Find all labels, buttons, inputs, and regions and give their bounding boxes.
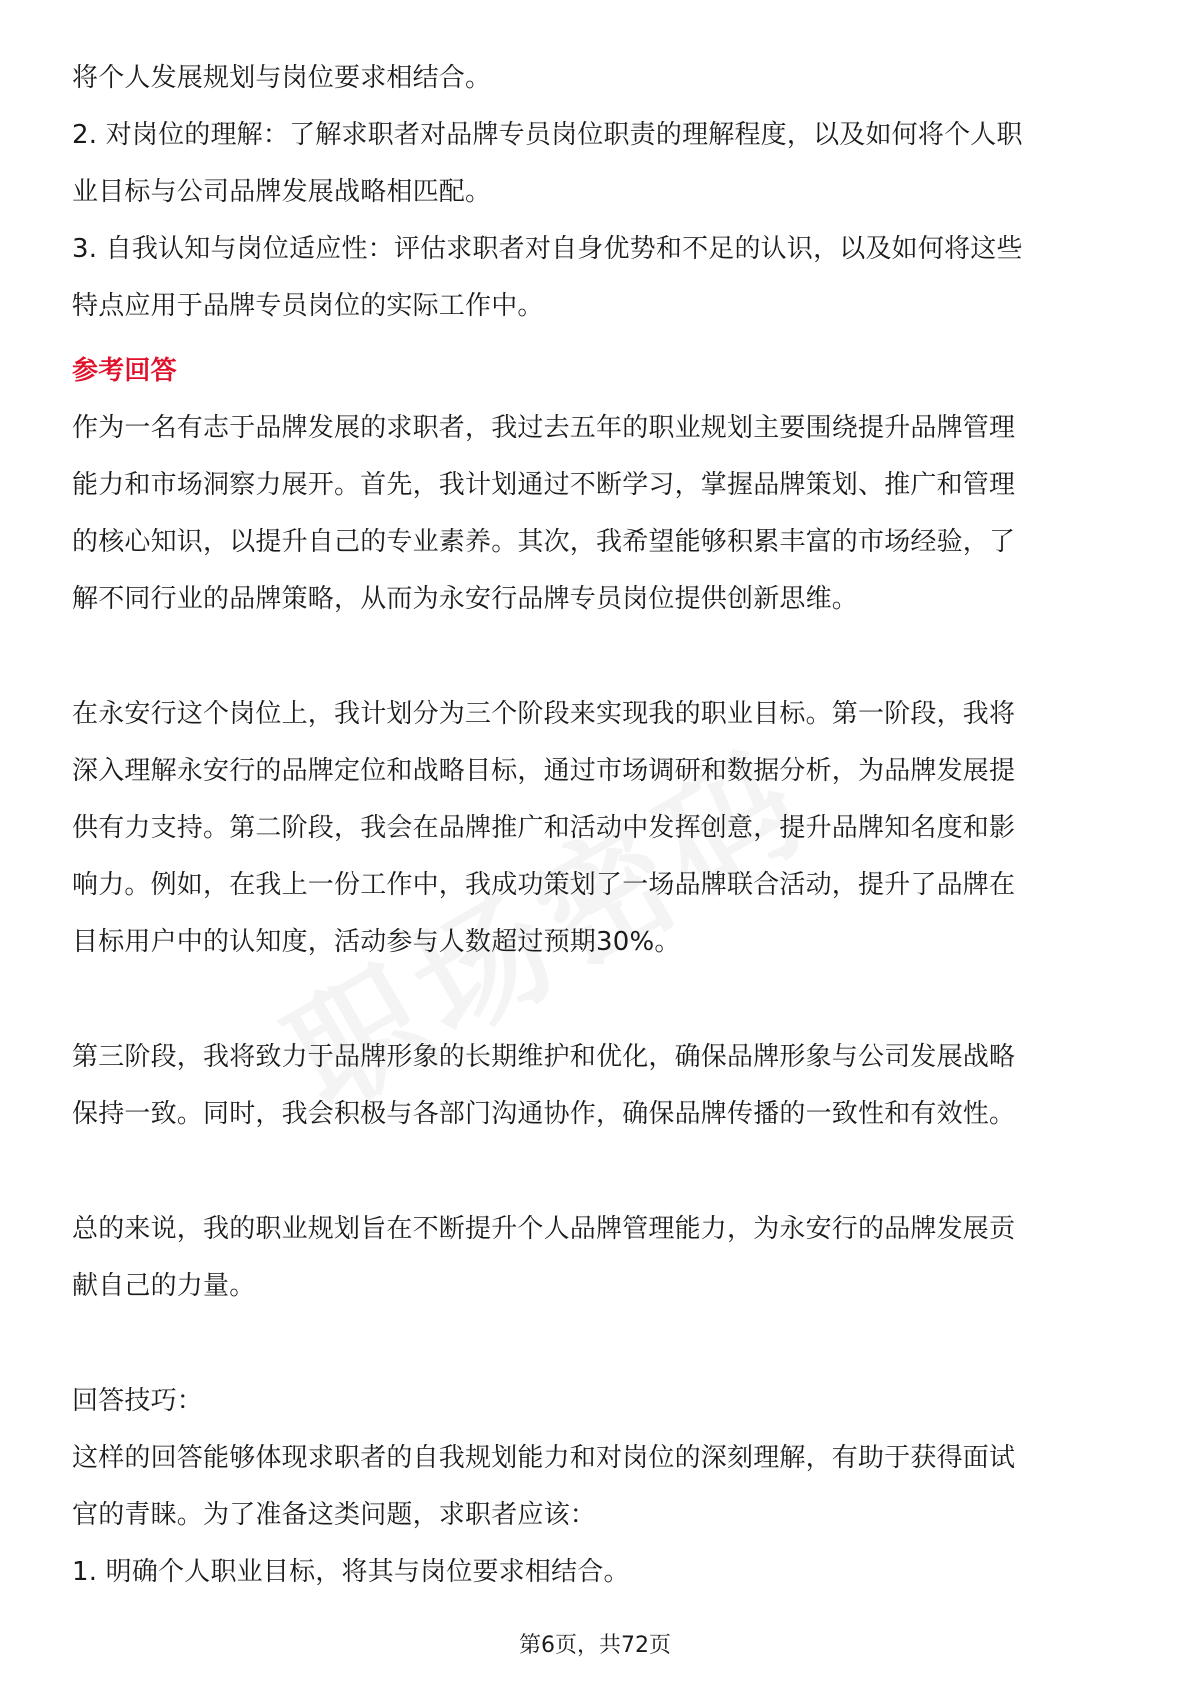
tips-heading: 回答技巧： xyxy=(72,1386,204,1416)
paragraph-line: 献自己的力量。 xyxy=(72,1271,256,1301)
tips-line: 1. 明确个人职业目标，将其与岗位要求相结合。 xyxy=(72,1557,630,1587)
intro-line: 特点应用于品牌专员岗位的实际工作中。 xyxy=(72,291,544,321)
intro-section xyxy=(72,50,1112,335)
document-page xyxy=(72,50,1112,1601)
paragraph-line: 深入理解永安行的品牌定位和战略目标，通过市场调研和数据分析，为品牌发展提 xyxy=(72,756,1016,786)
intro-line: 将个人发展规划与岗位要求相结合。 xyxy=(72,63,492,93)
answer-paragraph-2 xyxy=(72,686,1112,971)
paragraph-line: 在永安行这个岗位上，我计划分为三个阶段来实现我的职业目标。第一阶段，我将 xyxy=(72,699,1016,729)
intro-line: 2. 对岗位的理解：了解求职者对品牌专员岗位职责的理解程度，以及如何将个人职 xyxy=(72,120,1023,150)
tips-line: 官的青睐。为了准备这类问题，求职者应该： xyxy=(72,1500,597,1530)
paragraph-line: 目标用户中的认知度，活动参与人数超过预期30%。 xyxy=(72,927,681,957)
paragraph-line: 第三阶段，我将致力于品牌形象的长期维护和优化，确保品牌形象与公司发展战略 xyxy=(72,1042,1016,1072)
paragraph-line: 供有力支持。第二阶段，我会在品牌推广和活动中发挥创意，提升品牌知名度和影 xyxy=(72,813,1016,843)
answer-paragraph-3 xyxy=(72,1029,1112,1143)
paragraph-line: 响力。例如，在我上一份工作中，我成功策划了一场品牌联合活动，提升了品牌在 xyxy=(72,870,1016,900)
paragraph-line: 总的来说，我的职业规划旨在不断提升个人品牌管理能力，为永安行的品牌发展贡 xyxy=(72,1214,1016,1244)
paragraph-line: 的核心知识，以提升自己的专业素养。其次，我希望能够积累丰富的市场经验，了 xyxy=(72,527,1016,557)
paragraph-line: 作为一名有志于品牌发展的求职者，我过去五年的职业规划主要围绕提升品牌管理 xyxy=(72,413,1016,443)
intro-line: 3. 自我认知与岗位适应性：评估求职者对自身优势和不足的认识，以及如何将这些 xyxy=(72,234,1023,264)
paragraph-line: 能力和市场洞察力展开。首先，我计划通过不断学习，掌握品牌策划、推广和管理 xyxy=(72,470,1016,500)
answer-heading: 参考回答 xyxy=(72,356,177,386)
answer-paragraph-4 xyxy=(72,1201,1112,1315)
intro-line: 业目标与公司品牌发展战略相匹配。 xyxy=(72,177,492,207)
tips-section xyxy=(72,1373,1112,1601)
paragraph-line: 解不同行业的品牌策略，从而为永安行品牌专员岗位提供创新思维。 xyxy=(72,584,859,614)
page-number: 第6页，共72页 xyxy=(519,1633,671,1658)
answer-paragraph-1 xyxy=(72,400,1112,628)
paragraph-line: 保持一致。同时，我会积极与各部门沟通协作，确保品牌传播的一致性和有效性。 xyxy=(72,1099,1016,1129)
tips-line: 这样的回答能够体现求职者的自我规划能力和对岗位的深刻理解，有助于获得面试 xyxy=(72,1443,1016,1473)
